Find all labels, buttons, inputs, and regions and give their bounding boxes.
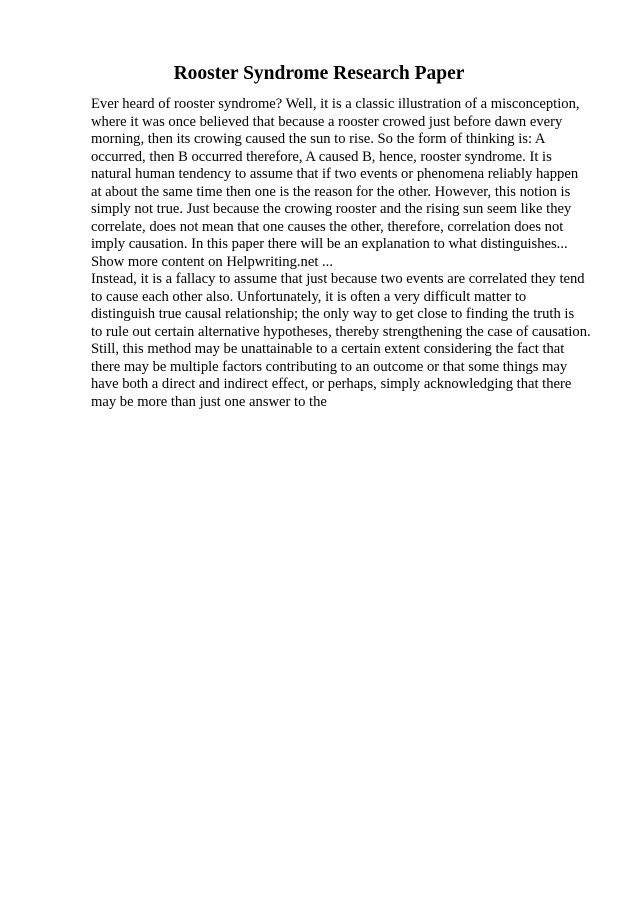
text-line: Ever heard of rooster syndrome? Well, it is a classic illustration of a misconception,: [91, 96, 580, 112]
page-title: Rooster Syndrome Research Paper: [173, 63, 465, 84]
text-line: imply causation. In this paper there will be an explanation to what distinguishes...: [91, 236, 568, 252]
text-line: natural human tendency to assume that if two events or phenomena reliably happen: [91, 166, 579, 182]
text-line: Still, this method may be unattainable to a certain extent considering the fact that: [91, 341, 565, 357]
text-line: may be more than just one answer to the: [91, 393, 327, 410]
body-text: [91, 96, 611, 411]
text-line: where it was once believed that because a rooster crowed just before dawn every: [91, 113, 563, 130]
text-line: to cause each other also. Unfortunately, it is often a very difficult matter to: [91, 288, 527, 305]
text-line: correlate, does not mean that one causes the other, therefore, correlation does not: [91, 218, 564, 235]
text-line: morning, then its crowing caused the sun to rise. So the form of thinking is: A: [91, 131, 546, 147]
text-line: there may be multiple factors contributing to an outcome or that some things may: [91, 358, 568, 375]
text-line: distinguish true causal relationship; the only way to get close to finding the truth is: [91, 306, 575, 322]
text-line: occurred, then B occurred therefore, A caused B, hence, rooster syndrome. It is: [91, 148, 552, 165]
text-line: to rule out certain alternative hypotheses, thereby strengthening the case of causation.: [91, 323, 591, 340]
show-more-link[interactable]: Show more content on Helpwriting.net ...: [91, 253, 333, 270]
text-line: simply not true. Just because the crowing rooster and the rising sun seem like they: [91, 201, 572, 217]
text-line: Instead, it is a fallacy to assume that just because two events are correlated they tend: [91, 271, 585, 287]
text-line: at about the same time then one is the reason for the other. However, this notion is: [91, 183, 571, 200]
text-line: have both a direct and indirect effect, or perhaps, simply acknowledging that there: [91, 376, 572, 392]
